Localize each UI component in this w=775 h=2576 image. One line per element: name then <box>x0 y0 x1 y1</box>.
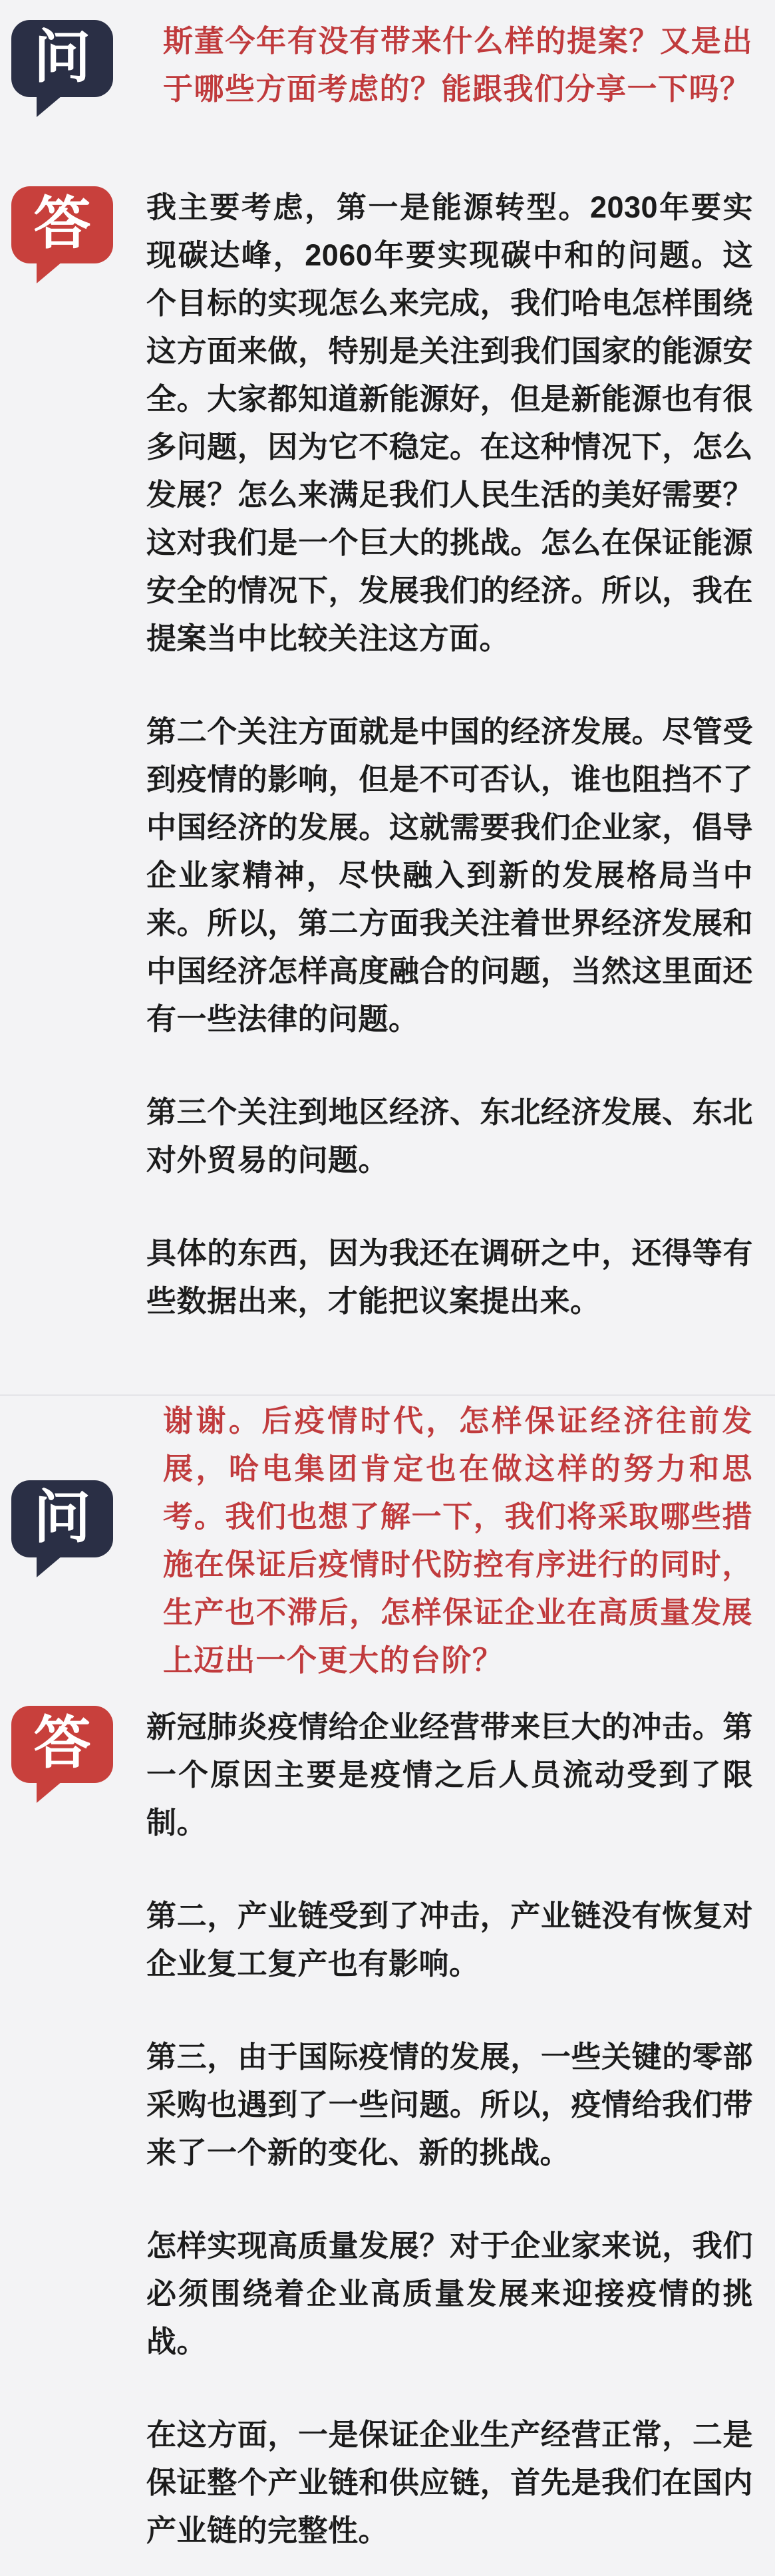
question-speech-bubble-icon <box>11 1480 113 1557</box>
answer-2-paragraph-4: 怎样实现高质量发展？对于企业家来说，我们必须围绕着企业高质量发展来迎接疫情的挑战。 <box>146 2229 753 2358</box>
answer-2-text-column <box>146 1703 753 2555</box>
answer-1-text-column <box>146 184 753 1325</box>
question-1-text-column <box>163 17 753 113</box>
answer-1-icon-column <box>11 184 146 263</box>
question-2-icon-column <box>11 1397 163 1557</box>
question-1-icon-column <box>11 17 163 97</box>
answer-speech-bubble-icon <box>11 1706 113 1783</box>
interview-qa-page <box>0 17 775 2559</box>
answer-1-paragraph-3: 第三个关注到地区经济、东北经济发展、东北对外贸易的问题。 <box>146 1095 753 1177</box>
question-block-2 <box>0 1397 775 1685</box>
answer-block-1 <box>0 184 775 1325</box>
answer-2-paragraph-3: 第三，由于国际疫情的发展，一些关键的零部采购也遇到了一些问题。所以，疫情给我们带来了一个新的变化、新的挑战。 <box>146 2040 753 2170</box>
answer-2-paragraph-1: 新冠肺炎疫情给企业经营带来巨大的冲击。第一个原因主要是疫情之后人员流动受到了限制。 <box>146 1710 753 1840</box>
answer-speech-bubble-icon <box>11 186 113 263</box>
answer-2-paragraph-5: 在这方面，一是保证企业生产经营正常，二是保证整个产业链和供应链，首先是我们在国内产业链的完整性。 <box>146 2418 753 2547</box>
question-1-paragraph: 斯董今年有没有带来什么样的提案？又是出于哪些方面考虑的？能跟我们分享一下吗？ <box>163 24 753 106</box>
answer-1-paragraph-4: 具体的东西，因为我还在调研之中，还得等有些数据出来，才能把议案提出来。 <box>146 1236 753 1318</box>
answer-2-icon-column <box>11 1703 146 1783</box>
question-block-1 <box>0 17 775 113</box>
answer-glyph: 答 <box>33 1711 91 1775</box>
question-speech-bubble-icon <box>11 20 113 97</box>
answer-block-2 <box>0 1703 775 2559</box>
question-2-text-column <box>163 1397 753 1685</box>
answer-1-paragraph-1: 我主要考虑，第一是能源转型。2030年要实现碳达峰，2060年要实现碳中和的问题。这个目标的实现怎么来完成，我们哈电怎样围绕这方面来做，特别是关注到我们国家的能源安全。大家都知道新能源好，但是新能源也有很多问题，因为它不稳定。在这种情况下，怎么发展？怎么来满足我们人民生活的美好需要？这对我们是一个巨大的挑战。怎么在保证能源安全的情况下，发展我们的经济。所以，我在提案当中比较关注这方面。 <box>146 190 753 655</box>
question-2-paragraph: 谢谢。后疫情时代，怎样保证经济往前发展，哈电集团肯定也在做这样的努力和思考。我们也想了解一下，我们将采取哪些措施在保证后疫情时代防控有序进行的同时，生产也不滞后，怎样保证企业在高质量发展上迈出一个更大的台阶？ <box>163 1404 753 1677</box>
section-divider <box>0 1394 775 1396</box>
answer-2-paragraph-2: 第二，产业链受到了冲击，产业链没有恢复对企业复工复产也有影响。 <box>146 1899 753 1981</box>
answer-glyph: 答 <box>33 192 91 255</box>
answer-1-paragraph-2: 第二个关注方面就是中国的经济发展。尽管受到疫情的影响，但是不可否认，谁也阻挡不了中国经济的发展。这就需要我们企业家，倡导企业家精神，尽快融入到新的发展格局当中来。所以，第二方面我关注着世界经济发展和中国经济怎样高度融合的问题，当然这里面还有一些法律的问题。 <box>146 715 753 1036</box>
question-glyph: 问 <box>33 25 91 89</box>
question-glyph: 问 <box>33 1486 91 1549</box>
